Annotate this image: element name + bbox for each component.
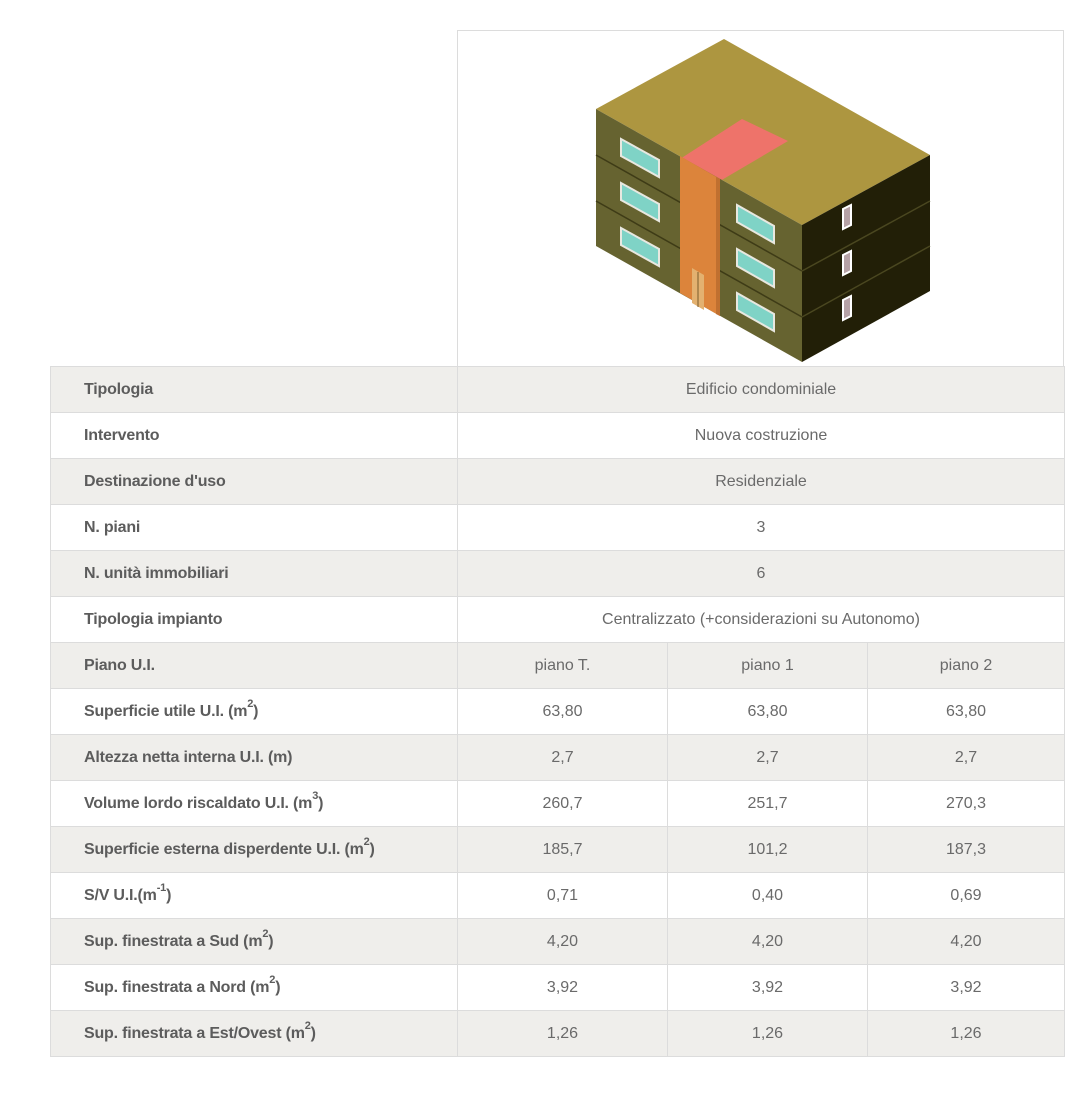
table-row [51, 735, 1065, 781]
side-window [843, 251, 851, 275]
cell-value: 4,20 [458, 919, 668, 965]
row-value: Nuova costruzione [458, 413, 1065, 459]
row-label: Superficie esterna disperdente U.I. $(m^2)$ [51, 827, 458, 873]
row-label: Tipologia [51, 367, 458, 413]
cell-value: piano 2 [868, 643, 1065, 689]
building-image-cell [457, 30, 1064, 366]
cell-value: 63,80 [458, 689, 668, 735]
cell-value: 2,7 [458, 735, 668, 781]
cell-value: 260,7 [458, 781, 668, 827]
cell-value: 1,26 [868, 1011, 1065, 1057]
cell-value: 251,7 [668, 781, 868, 827]
building-data-table [50, 366, 1065, 1057]
cell-value: 187,3 [868, 827, 1065, 873]
table-row [51, 413, 1065, 459]
cell-value: 2,7 [868, 735, 1065, 781]
cell-value: 1,26 [668, 1011, 868, 1057]
row-label: N. unità immobiliari [51, 551, 458, 597]
table-row [51, 919, 1065, 965]
table-row [51, 689, 1065, 735]
stair-core-edge [716, 177, 720, 316]
cell-value: 0,71 [458, 873, 668, 919]
row-label: Sup. finestrata a Nord $(m^2)$ [51, 965, 458, 1011]
row-value: 3 [458, 505, 1065, 551]
cell-value: 3,92 [868, 965, 1065, 1011]
cell-value: piano 1 [668, 643, 868, 689]
row-label: Superficie utile U.I. $(m^2)$ [51, 689, 458, 735]
table-row [51, 873, 1065, 919]
row-value: 6 [458, 551, 1065, 597]
cell-value: 2,7 [668, 735, 868, 781]
row-label: Sup. finestrata a Est/Ovest $(m^2)$ [51, 1011, 458, 1057]
row-label: Piano U.I. [51, 643, 458, 689]
table-row [51, 367, 1065, 413]
table-row [51, 827, 1065, 873]
row-value: Centralizzato (+considerazioni su Autonomo) [458, 597, 1065, 643]
cell-value: 185,7 [458, 827, 668, 873]
row-label: Volume lordo riscaldato U.I. $(m^3)$ [51, 781, 458, 827]
cell-value: 63,80 [668, 689, 868, 735]
table-row [51, 551, 1065, 597]
cell-value: 0,69 [868, 873, 1065, 919]
table-row [51, 459, 1065, 505]
table-row [51, 1011, 1065, 1057]
side-window [843, 205, 851, 229]
table-row [51, 643, 1065, 689]
cell-value: 4,20 [868, 919, 1065, 965]
row-value: Edificio condominiale [458, 367, 1065, 413]
building-illustration [458, 31, 1065, 367]
cell-value: 1,26 [458, 1011, 668, 1057]
row-label: Sup. finestrata a Sud $(m^2)$ [51, 919, 458, 965]
cell-value: 3,92 [668, 965, 868, 1011]
row-label: Tipologia impianto [51, 597, 458, 643]
table-row [51, 597, 1065, 643]
side-window [843, 296, 851, 320]
cell-value: 101,2 [668, 827, 868, 873]
cell-value: piano T. [458, 643, 668, 689]
row-label: N. piani [51, 505, 458, 551]
cell-value: 63,80 [868, 689, 1065, 735]
row-label: Intervento [51, 413, 458, 459]
table-row [51, 781, 1065, 827]
row-value: Residenziale [458, 459, 1065, 505]
cell-value: 270,3 [868, 781, 1065, 827]
row-label: S/V $U.I.(m^{-1})$ [51, 873, 458, 919]
cell-value: 4,20 [668, 919, 868, 965]
row-label: Destinazione d'uso [51, 459, 458, 505]
cell-value: 0,40 [668, 873, 868, 919]
table-row [51, 965, 1065, 1011]
cell-value: 3,92 [458, 965, 668, 1011]
table-row [51, 505, 1065, 551]
row-label: Altezza netta interna U.I. (m) [51, 735, 458, 781]
